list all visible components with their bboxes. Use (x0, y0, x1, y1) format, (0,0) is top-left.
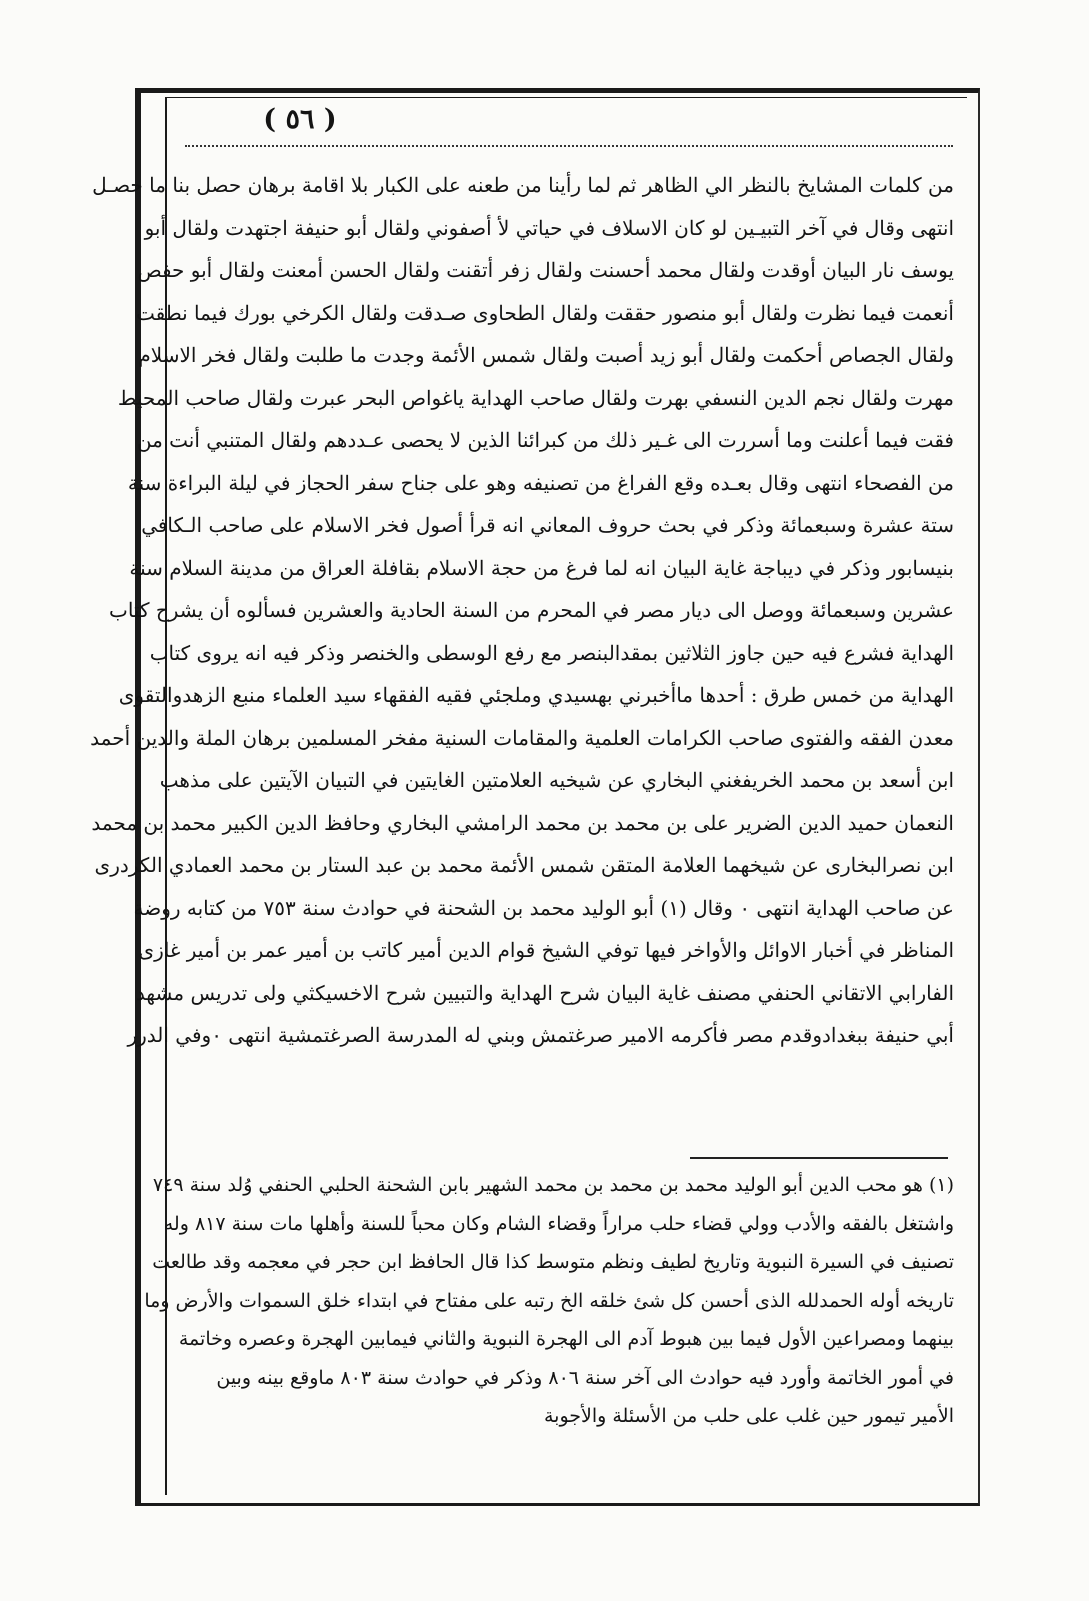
footnote-line: في أمور الخاتمة وأورد فيه حوادث الى آخر سنة ٨٠٦ وذكر في حوادث سنة ٨٠٣ ماوقع بينه وبين (216, 1366, 954, 1389)
text-line: عشرين وسبعمائة ووصل الى ديار مصر في المحرم من السنة الحادية والعشرين فسألوه أن يشرح كتاب (109, 598, 954, 622)
header-dotted-rule (185, 145, 953, 147)
main-text-block (90, 164, 954, 1057)
text-line: يوسف نار البيان أوقدت ولقال محمد أحسنت ولقال زفر أتقنت ولقال الحسن أمعنت ولقال أبو حفص (137, 258, 954, 282)
text-line: من الفصحاء انتهى وقال بعـده وقع الفراغ من تصنيفه وهو على جناح سفر الحجاز في ليلة البراءة سنة (127, 470, 954, 495)
text-line: عن صاحب الهداية انتهى ٠ وقال (١) أبو الوليد محمد بن الشحنة في حوادث سنة ٧٥٣ من كتابه روضة (133, 895, 954, 920)
footnote-block (144, 1166, 954, 1436)
text-line: ولقال الجصاص أحكمت ولقال أبو زيد أصبت ولقال شمس الأئمة وجدت ما طلبت ولقال فخر الاسلام (138, 343, 954, 367)
text-line: بنيسابور وذكر في ديباجة غاية البيان انه لما فرغ من حجة الاسلام بقافلة العراق من مدينة السلام سنة (129, 555, 954, 580)
text-line: فقت فيما أعلنت وما أسررت الى غـير ذلك من كبرائنا الذين لا يحصى عـددهم ولقال المتنبي أنت من (136, 428, 954, 452)
text-line: ستة عشرة وسبعمائة وذكر في بحث حروف المعاني انه قرأ أصول فخر الاسلام على صاحب الـكافي (141, 513, 954, 537)
footnote-separator (690, 1157, 948, 1159)
footnote-line: واشتغل بالفقه والأدب وولي قضاء حلب مراراً وقضاء الشام وكان محباً للسنة وأهلها مات سنة ٨١٧ وله (163, 1212, 954, 1235)
text-line: الفارابي الاتقاني الحنفي مصنف غاية البيان شرح الهداية والتبيين شرح الاخسيكثي ولى تدريس مشهد (135, 980, 954, 1005)
text-line: النعمان حميد الدين الضرير على بن محمد بن محمد الرامشي البخاري وحافظ الدين الكبير محمد بن محمد (91, 810, 954, 835)
text-line: الهداية من خمس طرق : أحدها ماأخبرني بهسيدي وملجئي فقيه الفقهاء سيد العلماء منبع الزهدوالتقوى (118, 683, 954, 707)
footnote-line: بينهما ومصراعين الأول فيما بين هبوط آدم الى الهجرة النبوية والثاني فيمابين الهجرة وعصره وخاتمة (178, 1328, 954, 1350)
text-line: من كلمات المشايخ بالنظر الي الظاهر ثم لما رأينا من طعنه على الكبار بلا اقامة برهان حصل بنا ما حصـل (92, 173, 954, 197)
text-line: أنعمت فيما نظرت ولقال أبو منصور حققت ولقال الطحاوى صـدقت ولقال الكرخي بورك فيما نطقت (135, 300, 954, 325)
footnote-line: تاريخه أوله الحمدلله الذى أحسن كل شئ خلقه الخ رتبه على مفتاح في ابتداء خلق السموات والأرض وما (144, 1289, 954, 1312)
text-line: المناظر في أخبار الاوائل والأواخر فيها توفي الشيخ قوام الدين أمير كاتب بن أمير عمر بن أمير غازى (138, 938, 954, 962)
footnote-line: (١) هو محب الدين أبو الوليد محمد بن محمد بن محمد الشهير بابن الشحنة الحلبي الحنفي وُلد سنة ٧٤٩ (152, 1174, 954, 1196)
footnote-line: تصنيف في السيرة النبوية وتاريخ لطيف ونظم متوسط كذا قال الحافظ ابن حجر في معجمه وقد طالعت (152, 1251, 954, 1273)
text-line: انتهى وقال في آخر التبيـين لو كان الاسلاف في حياتي لأ أصفوني ولقال أبو حنيفة اجتهدت ولقال أبو (144, 215, 954, 240)
text-line: أبي حنيفة ببغدادوقدم مصر فأكرمه الامير صرغتمش وبني له المدرسة الصرغتمشية انتهى ٠وفي الدرر (127, 1023, 954, 1047)
text-line: الهداية فشرع فيه حين جاوز الثلاثين بمقدالبنصر مع رفع الوسطى والخنصر وذكر فيه انه يروى كتاب (149, 640, 954, 665)
text-line: مهرت ولقال نجم الدين النسفي بهرت ولقال صاحب الهداية ياغواص البحر عبرت ولقال صاحب المحيط (117, 385, 954, 410)
page-number: ( ٥٦ ) (263, 104, 337, 135)
text-line: معدن الفقه والفتوى صاحب الكرامات العلمية والمقامات السنية مفخر المسلمين برهان الملة والدين أحمد (90, 725, 954, 750)
text-line: ابن أسعد بن محمد الخريفغني البخاري عن شيخيه العلامتين الغايتين في التبيان الآيتين على مذهب (159, 768, 954, 792)
text-line: ابن نصرالبخارى عن شيخهما العلامة المتقن شمس الأئمة محمد بن عبد الستار بن محمد العمادي الكردرى (94, 853, 954, 877)
footnote-line: الأمير تيمور حين غلب على حلب من الأسئلة والأجوبة (543, 1405, 954, 1427)
